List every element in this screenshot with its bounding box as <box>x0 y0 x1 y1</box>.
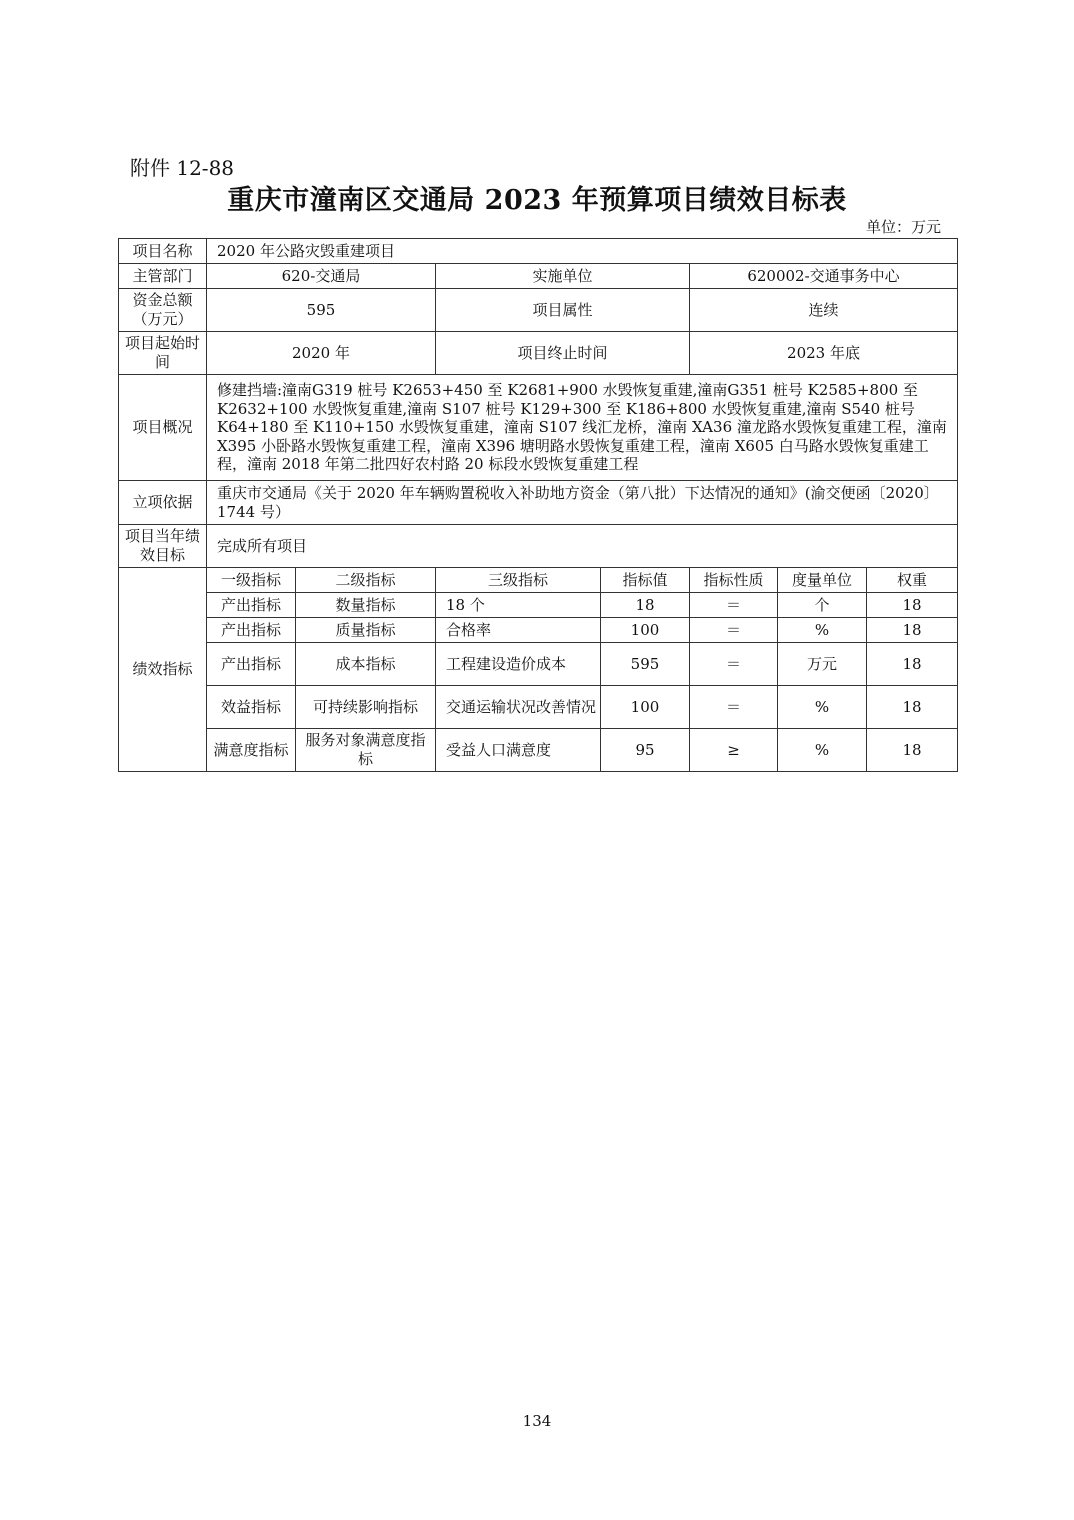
annual-goal-label: 项目当年绩效目标 <box>119 525 207 568</box>
unit-label: 单位：万元 <box>866 218 942 236</box>
cell-level3: 受益人口满意度 <box>436 729 601 772</box>
overview-label: 项目概况 <box>119 375 207 481</box>
header-level2: 二级指标 <box>296 568 436 593</box>
table-row <box>119 618 958 643</box>
cell-level1: 满意度指标 <box>207 729 296 772</box>
attribute-value: 连续 <box>690 289 958 332</box>
table-row <box>119 643 958 686</box>
row-overview <box>119 375 958 481</box>
cell-weight: 18 <box>867 686 958 729</box>
fund-value: 595 <box>207 289 436 332</box>
table-row <box>119 686 958 729</box>
row-department <box>119 264 958 289</box>
row-basis <box>119 481 958 525</box>
performance-target-table <box>118 238 958 772</box>
cell-level2: 服务对象满意度指标 <box>296 729 436 772</box>
cell-value: 100 <box>601 618 690 643</box>
header-unit: 度量单位 <box>778 568 867 593</box>
cell-nature: ≥ <box>690 729 778 772</box>
indicators-section-label: 绩效指标 <box>119 568 207 772</box>
cell-level2: 质量指标 <box>296 618 436 643</box>
cell-value: 100 <box>601 686 690 729</box>
department-label: 主管部门 <box>119 264 207 289</box>
cell-level3: 交通运输状况改善情况 <box>436 686 601 729</box>
cell-level1: 产出指标 <box>207 643 296 686</box>
cell-nature: ＝ <box>690 686 778 729</box>
row-fund <box>119 289 958 332</box>
row-time <box>119 332 958 375</box>
cell-value: 95 <box>601 729 690 772</box>
header-weight: 权重 <box>867 568 958 593</box>
project-name-value: 2020 年公路灾毁重建项目 <box>207 239 958 264</box>
cell-level2: 数量指标 <box>296 593 436 618</box>
cell-nature: ＝ <box>690 643 778 686</box>
indicator-header-row <box>119 568 958 593</box>
cell-level3: 18 个 <box>436 593 601 618</box>
cell-level3: 合格率 <box>436 618 601 643</box>
cell-unit: % <box>778 618 867 643</box>
cell-value: 18 <box>601 593 690 618</box>
page-title: 重庆市潼南区交通局 2023 年预算项目绩效目标表 <box>227 185 847 216</box>
cell-weight: 18 <box>867 729 958 772</box>
implementer-label: 实施单位 <box>436 264 690 289</box>
cell-level2: 可持续影响指标 <box>296 686 436 729</box>
start-time-label: 项目起始时间 <box>119 332 207 375</box>
cell-weight: 18 <box>867 643 958 686</box>
row-project-name <box>119 239 958 264</box>
cell-level1: 产出指标 <box>207 593 296 618</box>
cell-unit: % <box>778 686 867 729</box>
basis-value: 重庆市交通局《关于 2020 年车辆购置税收入补助地方资金（第八批）下达情况的通知》(渝交便函〔2020〕1744 号） <box>207 481 958 525</box>
cell-level1: 产出指标 <box>207 618 296 643</box>
attribute-label: 项目属性 <box>436 289 690 332</box>
fund-label: 资金总额（万元） <box>119 289 207 332</box>
cell-level1: 效益指标 <box>207 686 296 729</box>
cell-level2: 成本指标 <box>296 643 436 686</box>
table-row <box>119 593 958 618</box>
overview-value: 修建挡墙:潼南G319 桩号 K2653+450 至 K2681+900 水毁恢复重建,潼南G351 桩号 K2585+800 至 K2632+100 水毁恢复重建,潼南 S107 桩号 K129+300 至 K186+800 水毁恢复重建,潼南 S540 桩号 K64+180 至 K110+150 水毁恢复重建，潼南 S107 线汇龙桥，潼南 XA36 潼龙路水毁恢复重建工程，潼南 X395 小卧路水毁恢复重建工程，潼南 X396 塘明路水毁恢复重建工程，潼南 X605 白马路水毁恢复重建工程，潼南 2018 年第二批四好农村路 20 标段水毁恢复重建工程 <box>207 375 958 481</box>
department-value: 620-交通局 <box>207 264 436 289</box>
annual-goal-value: 完成所有项目 <box>207 525 958 568</box>
header-nature: 指标性质 <box>690 568 778 593</box>
header-value: 指标值 <box>601 568 690 593</box>
attachment-label: 附件 12-88 <box>130 156 235 180</box>
row-annual-goal <box>119 525 958 568</box>
basis-label: 立项依据 <box>119 481 207 525</box>
cell-weight: 18 <box>867 593 958 618</box>
cell-nature: ＝ <box>690 593 778 618</box>
page-number: 134 <box>522 1412 552 1430</box>
header-level1: 一级指标 <box>207 568 296 593</box>
cell-weight: 18 <box>867 618 958 643</box>
cell-unit: 万元 <box>778 643 867 686</box>
cell-unit: 个 <box>778 593 867 618</box>
cell-unit: % <box>778 729 867 772</box>
end-time-value: 2023 年底 <box>690 332 958 375</box>
end-time-label: 项目终止时间 <box>436 332 690 375</box>
header-level3: 三级指标 <box>436 568 601 593</box>
cell-value: 595 <box>601 643 690 686</box>
project-name-label: 项目名称 <box>119 239 207 264</box>
start-time-value: 2020 年 <box>207 332 436 375</box>
cell-level3: 工程建设造价成本 <box>436 643 601 686</box>
table-row <box>119 729 958 772</box>
implementer-value: 620002-交通事务中心 <box>690 264 958 289</box>
cell-nature: ＝ <box>690 618 778 643</box>
